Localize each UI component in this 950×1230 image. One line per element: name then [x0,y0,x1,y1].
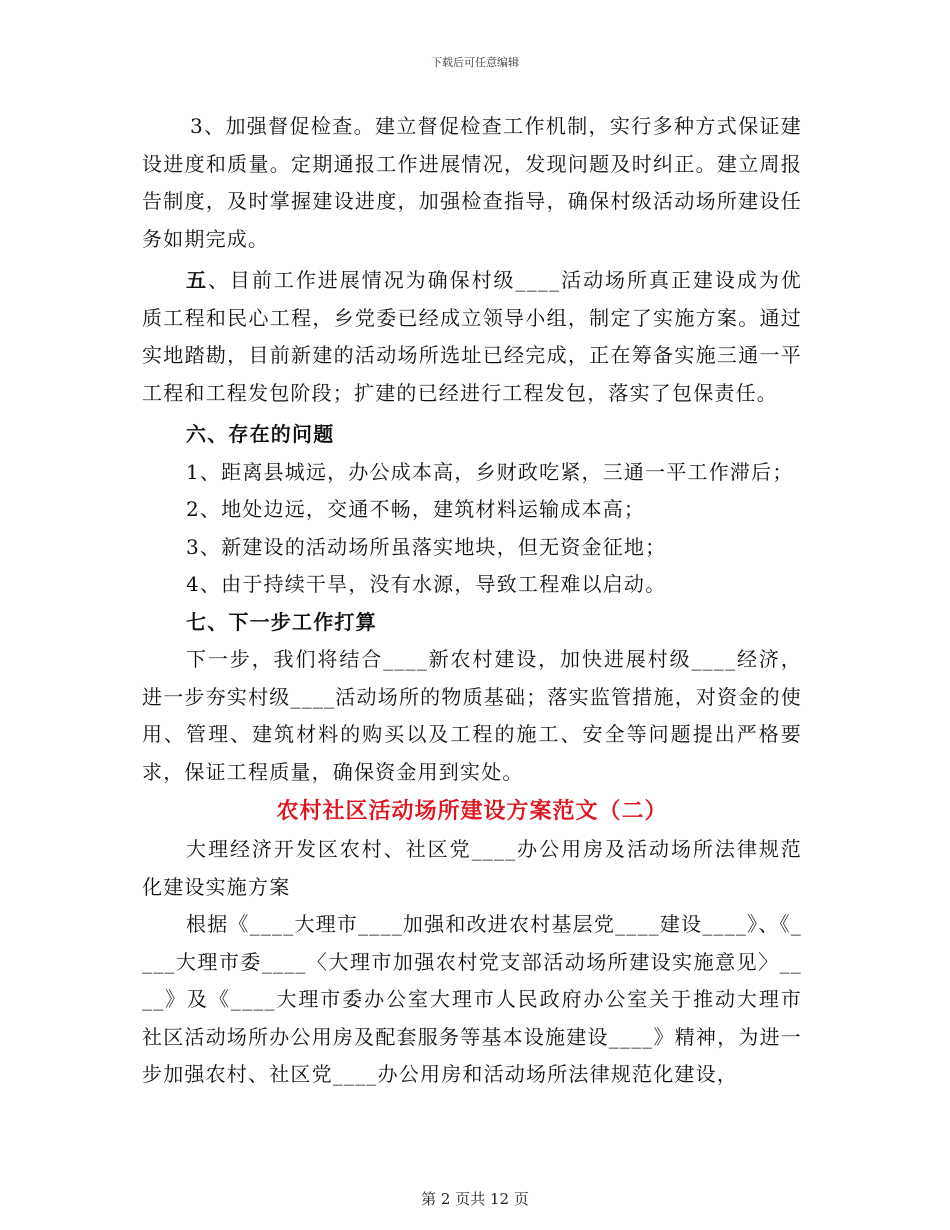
paragraph-basis: 根据《____大理市____加强和改进农村基层党____建设____》、《____大理市委____〈大理市加强农村党支部活动场所建设实施意见〉____》及《____大理市委办公室大理市人民政府办公室关于推动大理市社区活动场所办公用房及配套服务等基本设施建设____》精神，为进一步加强农村、社区党____办公用房和活动场所法律规范化建设， [142,912,802,1086]
section-heading-problems: 六、存在的问题 [186,422,335,446]
paragraph-supervision: 3、加强督促检查。建立督促检查工作机制，实行多种方式保证建设进度和质量。定期通报工作进展情况，发现问题及时纠正。建立周报告制度，及时掌握建设进度，加强检查指导，确保村级活动场所建设任务如期完成。 [142,114,802,251]
problem-item-3: 3、新建设的活动场所虽落实地块，但无资金征地； [186,534,667,559]
problem-item-2: 2、地处边远，交通不畅，建筑材料运输成本高； [186,497,646,521]
paragraph-plan-name: 大理经济开发区农村、社区党____办公用房及活动场所法律规范化建设实施方案 [142,837,802,899]
problem-item-1: 1、距离县城远，办公成本高，乡财政吃紧，三通一平工作滞后； [186,459,794,484]
page-number-footer: 第 2 页共 12 页 [421,1190,529,1208]
paragraph-progress [142,262,802,412]
document-body [142,108,802,1094]
section-five-number: 五 [186,268,208,292]
paragraph-progress-text: 、目前工作进展情况为确保村级____活动场所真正建设成为优质工程和民心工程，乡党委已经成立领导小组，制定了实施方案。通过实地踏勘，目前新建的活动场所选址已经完成，正在筹备实施三通一平工程和工程发包阶段；扩建的已经进行工程发包，落实了包保责任。 [142,268,802,405]
section-title-part-two: 农村社区活动场所建设方案范文（二） [276,798,668,824]
problem-item-4: 4、由于持续干旱，没有水源，导致工程难以启动。 [186,572,667,596]
section-heading-next-steps: 七、下一步工作打算 [186,609,377,634]
paragraph-next-steps: 下一步，我们将结合____新农村建设，加快进展村级____经济，进一步夯实村级____活动场所的物质基础；落实监管措施，对资金的使用、管理、建筑材料的购买以及工程的施工、安全等问题提出严格要求，保证工程质量，确保资金用到实处。 [142,647,802,784]
page-header-note: 下载后可任意编辑 [431,56,519,69]
